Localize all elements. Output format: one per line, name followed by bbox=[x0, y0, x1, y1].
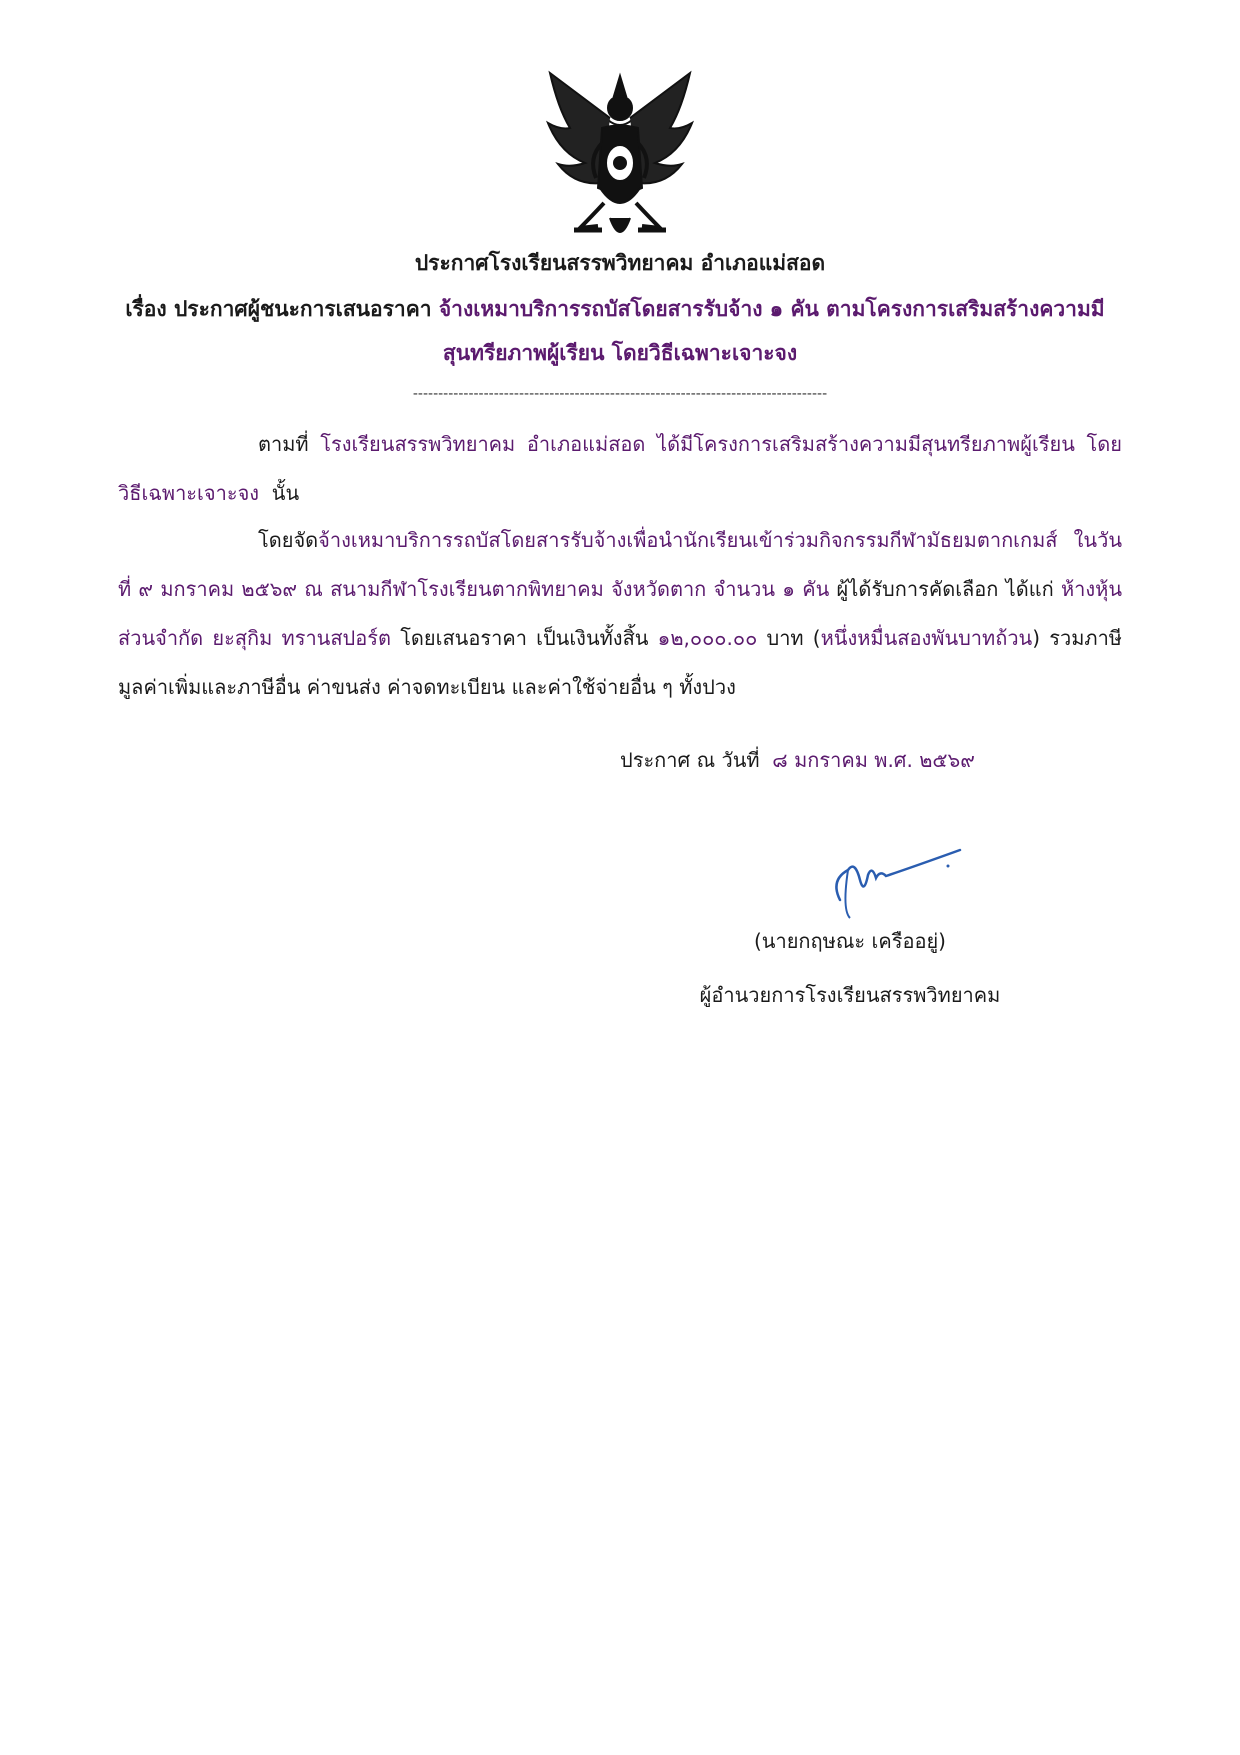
date-label: ประกาศ ณ วันที่ bbox=[620, 748, 760, 772]
signature-icon bbox=[820, 840, 970, 920]
separator-line: ---------------------------------------------------------------------------------- bbox=[412, 386, 828, 402]
p2-tax-note: ) รวมภาษีมูลค่าเพิ่มและภาษีอื่น ค่าขนส่ง ค่าจดทะเบียน และค่าใช้จ่ายอื่น ๆ ทั้งปวง bbox=[118, 626, 1122, 699]
p1-project: ได้มีโครงการเสริมสร้างความมีสุนทรียภาพผู้เรียน โดยวิธีเฉพาะเจาะจง bbox=[118, 432, 1122, 505]
announcement-date bbox=[620, 745, 975, 775]
p2-service: จ้างเหมาบริการรถบัสโดยสารรับจ้างเพื่อนำนักเรียนเข้าร่วมกิจกรรมกีฬามัธยมตากเกมส์ ในวันที่ ๙ มกราคม ๒๕๖๙ ณ สนามกีฬาโรงเรียนตากพิทยาคม จังหวัดตาก จำนวน ๑ คัน bbox=[118, 528, 1122, 601]
p2-currency: บาท ( bbox=[766, 626, 821, 650]
date-value: ๘ มกราคม พ.ศ. ๒๕๖๙ bbox=[772, 748, 975, 772]
announcement-subject bbox=[110, 294, 1120, 324]
subject-label: เรื่อง ประกาศผู้ชนะการเสนอราคา bbox=[125, 297, 432, 321]
announcement-title bbox=[0, 248, 1240, 278]
p1-prefix: ตามที่ bbox=[258, 432, 309, 456]
paragraph-winner bbox=[118, 516, 1122, 712]
p2-selected-label: ผู้ได้รับการคัดเลือก ได้แก่ bbox=[836, 577, 1054, 601]
p2-vendor: ห้างหุ้นส่วนจำกัด ยะสุกิม ทรานสปอร์ต bbox=[118, 577, 1122, 650]
p2-price-words: หนึ่งหมื่นสองพันบาทถ้วน bbox=[820, 626, 1033, 650]
signer-name: (นายกฤษณะ เครืออยู่) bbox=[754, 929, 946, 953]
signer-position: ผู้อำนวยการโรงเรียนสรรพวิทยาคม bbox=[699, 983, 1001, 1007]
p1-school: โรงเรียนสรรพวิทยาคม อำเภอแม่สอด bbox=[320, 432, 646, 456]
p2-price-amount: ๑๒,๐๐๐.๐๐ bbox=[657, 626, 758, 650]
p2-price-label: โดยเสนอราคา เป็นเงินทั้งสิ้น bbox=[400, 626, 649, 650]
subject-text-line2: สุนทรียภาพผู้เรียน โดยวิธีเฉพาะเจาะจง bbox=[442, 341, 798, 365]
announcement-subject-continued bbox=[0, 338, 1240, 368]
garuda-emblem-icon bbox=[540, 68, 700, 246]
p2-prefix: โดยจัด bbox=[258, 528, 319, 552]
subject-text-line1: จ้างเหมาบริการรถบัสโดยสารรับจ้าง ๑ คัน ตามโครงการเสริมสร้างความมี bbox=[438, 297, 1105, 321]
p1-suffix: นั้น bbox=[271, 481, 300, 505]
title-text: ประกาศโรงเรียนสรรพวิทยาคม อำเภอแม่สอด bbox=[414, 251, 826, 275]
paragraph-intro bbox=[118, 420, 1122, 518]
